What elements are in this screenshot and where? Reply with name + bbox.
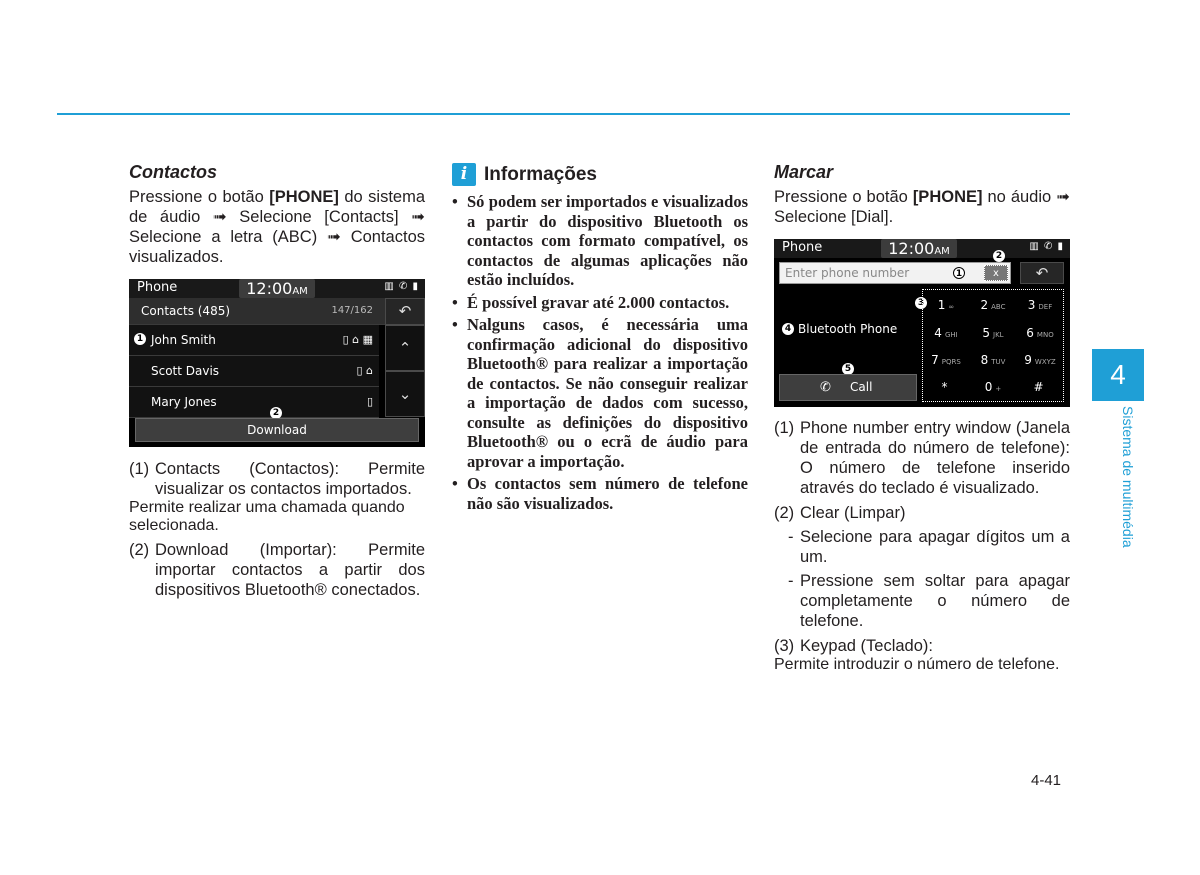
key-label: * bbox=[941, 380, 948, 394]
contacts-count: 147/162 bbox=[331, 305, 373, 316]
bullet-text: Os contactos sem número de telefone não são visualizados. bbox=[467, 474, 748, 513]
contacts-intro bbox=[129, 187, 425, 267]
dial-intro-btn: [PHONE] bbox=[912, 188, 983, 206]
info-title: Informações bbox=[484, 163, 597, 185]
key-3[interactable] bbox=[1019, 292, 1061, 318]
clock-ampm: AM bbox=[292, 286, 308, 297]
sub-text: Selecione para apagar dígitos um a um. bbox=[800, 528, 1070, 566]
dash-mark: - bbox=[788, 528, 794, 546]
key-9[interactable] bbox=[1019, 347, 1061, 373]
back-icon: ↶ bbox=[1035, 264, 1049, 282]
key-label: 4 bbox=[934, 326, 942, 340]
contact-row-1[interactable] bbox=[129, 325, 379, 356]
back-button[interactable] bbox=[1020, 262, 1064, 284]
dial-intro-1: Pressione o botão bbox=[774, 188, 913, 206]
list-item bbox=[452, 474, 748, 513]
key-label: 5 bbox=[982, 326, 991, 340]
info-box bbox=[452, 163, 748, 516]
key-2[interactable] bbox=[972, 292, 1014, 318]
key-sub: MNO bbox=[1036, 331, 1054, 339]
scroll-up-button[interactable] bbox=[385, 325, 425, 371]
key-sub: + bbox=[995, 385, 1002, 393]
contacts-intro-btn: [PHONE] bbox=[269, 188, 339, 206]
contacts-items bbox=[129, 459, 425, 600]
dial-section bbox=[774, 160, 1070, 227]
key-4[interactable] bbox=[925, 320, 967, 346]
callout-2: 2 bbox=[270, 407, 282, 419]
key-label: 2 bbox=[980, 298, 989, 312]
status-app-name: Phone bbox=[782, 240, 823, 255]
phone-number-input[interactable] bbox=[779, 262, 1011, 284]
info-bullets bbox=[452, 192, 748, 513]
item-number: (1) bbox=[129, 460, 150, 478]
dial-title: Marcar bbox=[774, 162, 834, 182]
dial-item-list-2 bbox=[774, 636, 1070, 656]
dial-items bbox=[774, 418, 1070, 674]
contacts-intro-2: do sistema de áudio ➟ Selecione [Contacts] ➟ Selecione a letra (ABC) ➟ Contactos visualizados. bbox=[129, 188, 426, 266]
clock-ampm: AM bbox=[934, 246, 950, 257]
key-1[interactable] bbox=[925, 292, 967, 318]
dial-screen bbox=[774, 239, 1070, 407]
bullet-icon: • bbox=[452, 474, 458, 493]
key-label: 8 bbox=[980, 353, 989, 367]
list-item bbox=[129, 459, 425, 499]
list-item bbox=[788, 527, 1070, 567]
item-text: Contacts (Contactos): Permite visualizar os contactos importados. bbox=[155, 460, 425, 498]
callout-1: 1 bbox=[953, 267, 965, 279]
list-item bbox=[774, 418, 1070, 498]
clear-button[interactable] bbox=[984, 265, 1008, 281]
list-item bbox=[452, 192, 748, 290]
item-text: Download (Importar): Permite importar contactos a partir dos dispositivos Bluetooth® conectados. bbox=[155, 541, 425, 599]
dial-item-list bbox=[774, 418, 1070, 523]
call-button[interactable] bbox=[779, 374, 917, 401]
contact-name-3: Mary Jones bbox=[151, 395, 217, 409]
chevron-down-icon: ⌄ bbox=[398, 385, 412, 403]
status-bar bbox=[129, 279, 425, 298]
back-button[interactable] bbox=[385, 298, 425, 325]
clear-icon: x bbox=[993, 268, 999, 279]
key-6[interactable] bbox=[1019, 320, 1061, 346]
bullet-icon: • bbox=[452, 192, 458, 211]
key-0[interactable] bbox=[972, 374, 1014, 400]
info-header bbox=[452, 163, 748, 186]
item-extra: Permite realizar uma chamada quando selecionada. bbox=[129, 499, 405, 534]
contacts-item-list-2 bbox=[129, 540, 425, 600]
bullet-icon: • bbox=[452, 292, 458, 312]
status-icons: ▥ ✆ ▮ bbox=[384, 281, 419, 292]
top-rule bbox=[57, 113, 1070, 115]
contacts-title: Contactos bbox=[129, 162, 218, 182]
bullet-text: É possível gravar até 2.000 contactos. bbox=[467, 292, 730, 312]
contact-name-1: John Smith bbox=[151, 333, 216, 347]
item-text: Clear (Limpar) bbox=[800, 504, 906, 522]
contacts-section bbox=[129, 160, 425, 267]
keypad bbox=[922, 289, 1064, 402]
key-label: 6 bbox=[1026, 326, 1034, 340]
item-extra: Permite introduzir o número de telefone. bbox=[774, 656, 1060, 673]
contact-row-3[interactable] bbox=[129, 387, 379, 418]
status-bar bbox=[774, 239, 1070, 258]
item-text: Phone number entry window (Janela de entrada do número de telefone): O número de telefone inserido através do teclado é visualizado. bbox=[800, 419, 1070, 497]
item-text: Keypad (Teclado): bbox=[800, 637, 933, 655]
chevron-up-icon: ⌃ bbox=[398, 339, 412, 357]
key-hash[interactable] bbox=[1019, 374, 1061, 400]
contacts-header[interactable] bbox=[129, 298, 385, 325]
list-item bbox=[129, 540, 425, 600]
key-sub: PQRS bbox=[941, 358, 961, 366]
download-label: Download bbox=[247, 423, 307, 437]
clear-sub-list bbox=[774, 527, 1070, 631]
key-label: 7 bbox=[931, 353, 939, 367]
list-item bbox=[452, 293, 748, 313]
status-icons: ▥ ✆ ▮ bbox=[1029, 241, 1064, 252]
status-clock bbox=[881, 239, 957, 258]
contacts-screen bbox=[129, 279, 425, 447]
callout-3: 3 bbox=[915, 297, 927, 309]
status-clock bbox=[239, 279, 315, 298]
callout-5: 5 bbox=[842, 363, 854, 375]
callout-2: 2 bbox=[993, 250, 1005, 262]
callout-1: 1 bbox=[134, 333, 146, 345]
chapter-number: 4 bbox=[1092, 349, 1144, 401]
download-button[interactable] bbox=[135, 418, 419, 442]
info-icon: i bbox=[452, 163, 476, 186]
contact-icons-3: ▯ bbox=[366, 395, 373, 408]
back-icon: ↶ bbox=[398, 302, 412, 320]
bullet-text: Só podem ser importados e visualizados a partir do dispositivo Bluetooth os contactos com formato compatível, os contactos de algumas aplicações não estão incluídos. bbox=[467, 192, 748, 289]
key-7[interactable] bbox=[925, 347, 967, 373]
key-label: 1 bbox=[937, 298, 946, 312]
contacts-item-list bbox=[129, 459, 425, 499]
clock-time: 12:00 bbox=[888, 239, 935, 258]
list-item bbox=[774, 503, 1070, 523]
dial-intro bbox=[774, 187, 1070, 227]
item-number: (1) bbox=[774, 419, 795, 437]
bullet-icon: • bbox=[452, 315, 458, 334]
clock-time: 12:00 bbox=[246, 279, 293, 298]
sub-text: Pressione sem soltar para apagar completamente o número de telefone. bbox=[800, 572, 1070, 630]
key-sub: DEF bbox=[1038, 303, 1053, 311]
chapter-title: Sistema de multimédia bbox=[1120, 406, 1136, 548]
key-8[interactable] bbox=[972, 347, 1014, 373]
list-item bbox=[788, 571, 1070, 631]
item-number: (2) bbox=[129, 541, 150, 559]
key-star[interactable] bbox=[925, 374, 967, 400]
status-app-name: Phone bbox=[137, 280, 178, 295]
phone-input-placeholder: Enter phone number bbox=[785, 266, 910, 280]
item-number: (3) bbox=[774, 637, 795, 655]
list-item bbox=[774, 636, 1070, 656]
contact-icons-2: ▯ ⌂ bbox=[356, 364, 373, 377]
device-name: Bluetooth Phone bbox=[798, 322, 898, 336]
key-5[interactable] bbox=[972, 320, 1014, 346]
contacts-header-label: Contacts (485) bbox=[141, 304, 231, 318]
dial-intro-2: no áudio ➟ Selecione [Dial]. bbox=[774, 188, 1070, 226]
page-number: 4-41 bbox=[1031, 772, 1062, 789]
contact-row-2[interactable] bbox=[129, 356, 379, 387]
phone-icon: ✆ bbox=[820, 380, 831, 395]
callout-4: 4 bbox=[782, 323, 794, 335]
key-label: 0 bbox=[984, 380, 993, 394]
scroll-down-button[interactable] bbox=[385, 371, 425, 417]
bullet-text: Nalguns casos, é necessária uma confirmação adicional do dispositivo Bluetooth® para realizar a importação de contactos. Se não conseguir realizar a importação de dados com sucesso, consulte as definições do dispositivo Bluetooth® ou o ecrã de áudio para aprovar a importação. bbox=[467, 315, 748, 471]
list-item bbox=[452, 315, 748, 471]
dash-mark: - bbox=[788, 572, 794, 590]
contacts-intro-1: Pressione o botão bbox=[129, 188, 270, 206]
key-label: 3 bbox=[1027, 298, 1036, 312]
key-label: 9 bbox=[1024, 353, 1032, 367]
key-label: # bbox=[1033, 380, 1044, 394]
item-number: (2) bbox=[774, 504, 795, 522]
key-sub: JKL bbox=[993, 331, 1004, 339]
contact-icons-1: ▯ ⌂ ▦ bbox=[342, 333, 373, 346]
call-label: Call bbox=[850, 380, 873, 394]
key-sub: WXYZ bbox=[1034, 358, 1056, 366]
key-sub: GHI bbox=[944, 331, 958, 339]
contact-name-2: Scott Davis bbox=[151, 364, 220, 378]
key-sub: ABC bbox=[991, 303, 1006, 311]
key-sub: ∞ bbox=[948, 303, 955, 311]
key-sub: TUV bbox=[991, 358, 1006, 366]
